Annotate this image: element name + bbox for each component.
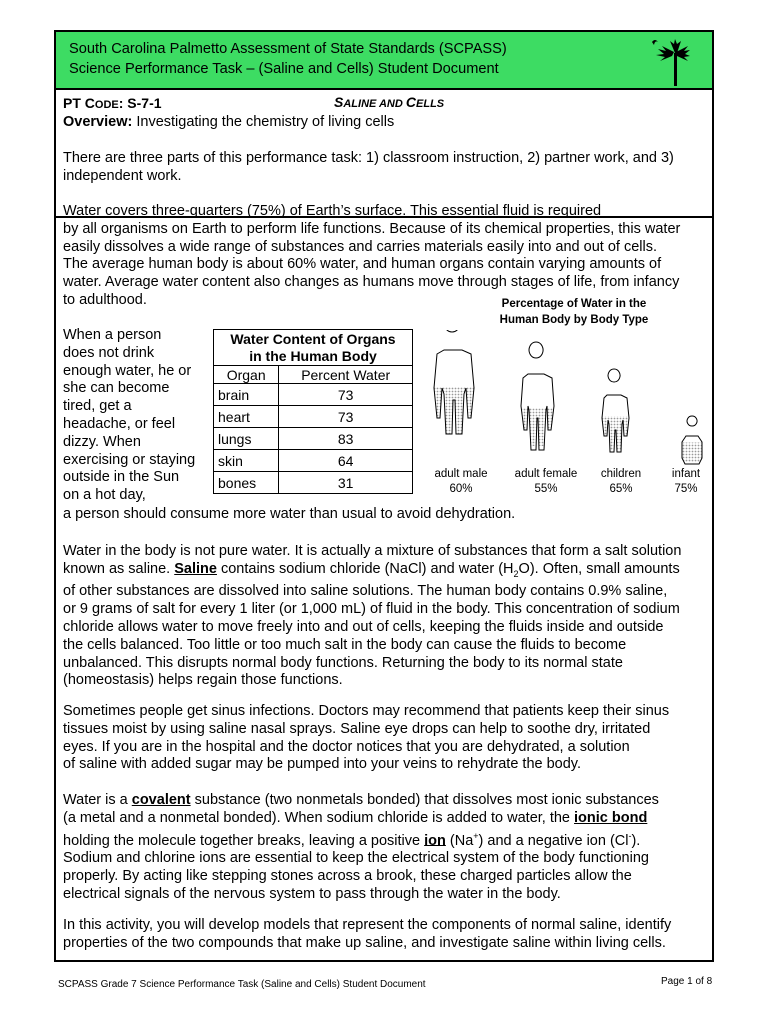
- text-line: water. Average water content also changes as humans move through stages of life, from infancy: [63, 274, 680, 291]
- pt-code: PT CODE: S-7-1: [63, 95, 162, 111]
- activity-paragraph: In this activity, you will develop models that represent the components of normal saline, identify properties of the two compounds that make up saline, and investigate saline within living cells.: [63, 917, 672, 951]
- text-line: easily dissolves a wide range of substances and carries materials easily into and out of cells.: [63, 238, 657, 255]
- text-line: The average human body is about 60% water, and human organs contain varying amounts of: [63, 256, 662, 273]
- table-title: Water Content of Organs in the Human Body: [214, 330, 413, 366]
- text-line: enough water, he or: [63, 362, 192, 379]
- term-ion: ion: [424, 832, 446, 849]
- document-frame: [54, 30, 714, 962]
- header-line-1: South Carolina Palmetto Assessment of State Standards (SCPASS): [69, 41, 507, 57]
- term-saline: Saline: [174, 560, 217, 577]
- intro-paragraph: [63, 203, 711, 310]
- text-line: by all organisms on Earth to perform life functions. Because of its chemical properties, this water: [63, 220, 681, 237]
- body-label-infant: infant 75%: [671, 468, 701, 495]
- text-line: she can become: [63, 380, 170, 397]
- parts-text: There are three parts of this performance task: 1) classroom instruction, 2) partner work, and 3) independent work.: [63, 150, 674, 184]
- saline-paragraph: Water in the body is not pure water. It is actually a mixture of substances that form a salt solution known as saline. Saline contains sodium chloride (NaCl) and water $(H_2O)$. Often, small amounts of other substances are dissolved into saline solutions. The human body contains 0.9% saline, or 9 grams of salt for every 1 liter (or 1,000 mL) of fluid in the body. This concentration of sodium chloride allows water to move freely into and out of cells, keeping the fluids inside and outside the cells balanced. Too little or too much salt in the body can cause the fluids to become unbalanced. This disrupts normal body functions. Returning the body to its normal state (homeostasis) helps regain those functions.: [63, 543, 682, 689]
- text-line: outside in the Sun: [63, 469, 180, 486]
- text-line: dizzy. When: [63, 433, 141, 450]
- header-line-2: Science Performance Task – (Saline and Cells) Student Document: [69, 61, 499, 77]
- document-header: [56, 32, 712, 90]
- text-line: does not drink: [63, 344, 155, 361]
- body-label-adult-female: adult female 55%: [514, 468, 578, 495]
- covalent-paragraph: Water is a covalent substance (two nonmetals bonded) that dissolves most ionic substances (a metal and a nonmetal bonded). When sodium chloride is added to water, the ionic bond holding the molecule together breaks, leaving a positive ion (Na+) and a negative ion (Cl-). Sodium and chlorine ions are essential to keep the electrical system of the body functioning properly. By acting like stepping stones across a brook, these charged particles allow the electrical signals of the nervous system to pass through the water in the body.: [63, 792, 659, 902]
- text-line: exercising or staying: [63, 451, 196, 468]
- text-line: on a hot day,: [63, 487, 146, 504]
- table-row: skin 64: [214, 450, 413, 472]
- silhouette-adult-male: [434, 330, 494, 470]
- sinus-paragraph: Sometimes people get sinus infections. Doctors may recommend that patients keep their sinus tissues moist by using saline nasal sprays. Saline eye drops can help to soothe dry, irritated eyes. If you are in the hospital and the doctor notices that you are dehydrated, a solution of saline with added sugar may be pumped into your veins to rehydrate the body.: [63, 703, 670, 773]
- text-line: to adulthood.: [63, 291, 147, 308]
- silhouette-infant: [674, 415, 709, 470]
- body-label-adult-male: adult male 60%: [434, 468, 488, 495]
- footer-document-name: SCPASS Grade 7 Science Performance Task (Saline and Cells) Student Document: [58, 979, 426, 990]
- text-line: When a person: [63, 327, 162, 343]
- body-silhouettes: [424, 330, 714, 470]
- table-row: lungs 83: [214, 428, 413, 450]
- table-row: heart 73: [214, 406, 413, 428]
- text-line: Water covers three-quarters (75%) of Earth’s surface. This essential fluid is required: [63, 203, 602, 219]
- text-line: tired, get a: [63, 398, 132, 415]
- column-header: Percent Water: [279, 366, 413, 384]
- page-title: SALINE AND CELLS: [334, 94, 445, 110]
- term-ionic-bond: ionic bond: [574, 809, 648, 826]
- term-covalent: covalent: [131, 792, 191, 808]
- palmetto-tree-icon: [650, 38, 690, 88]
- table-row: bones 31: [214, 472, 413, 494]
- text-line: headache, or feel: [63, 415, 176, 432]
- silhouette-children: [594, 369, 634, 470]
- body-label-children: children 65%: [600, 468, 642, 495]
- footer-page-number: Page 1 of 8: [661, 976, 713, 987]
- organ-water-table: [213, 329, 413, 494]
- dehydration-side-text: [63, 327, 195, 505]
- table-row: brain 73: [214, 384, 413, 406]
- silhouette-adult-female: [514, 342, 564, 470]
- body-figure-title: Percentage of Water in the Human Body by Body Type: [499, 298, 649, 326]
- column-header: Organ: [214, 366, 279, 384]
- overview-section: [56, 90, 712, 218]
- overview-line: Overview: Investigating the chemistry of living cells: [63, 114, 395, 130]
- dehydration-line: a person should consume more water than usual to avoid dehydration.: [63, 506, 516, 522]
